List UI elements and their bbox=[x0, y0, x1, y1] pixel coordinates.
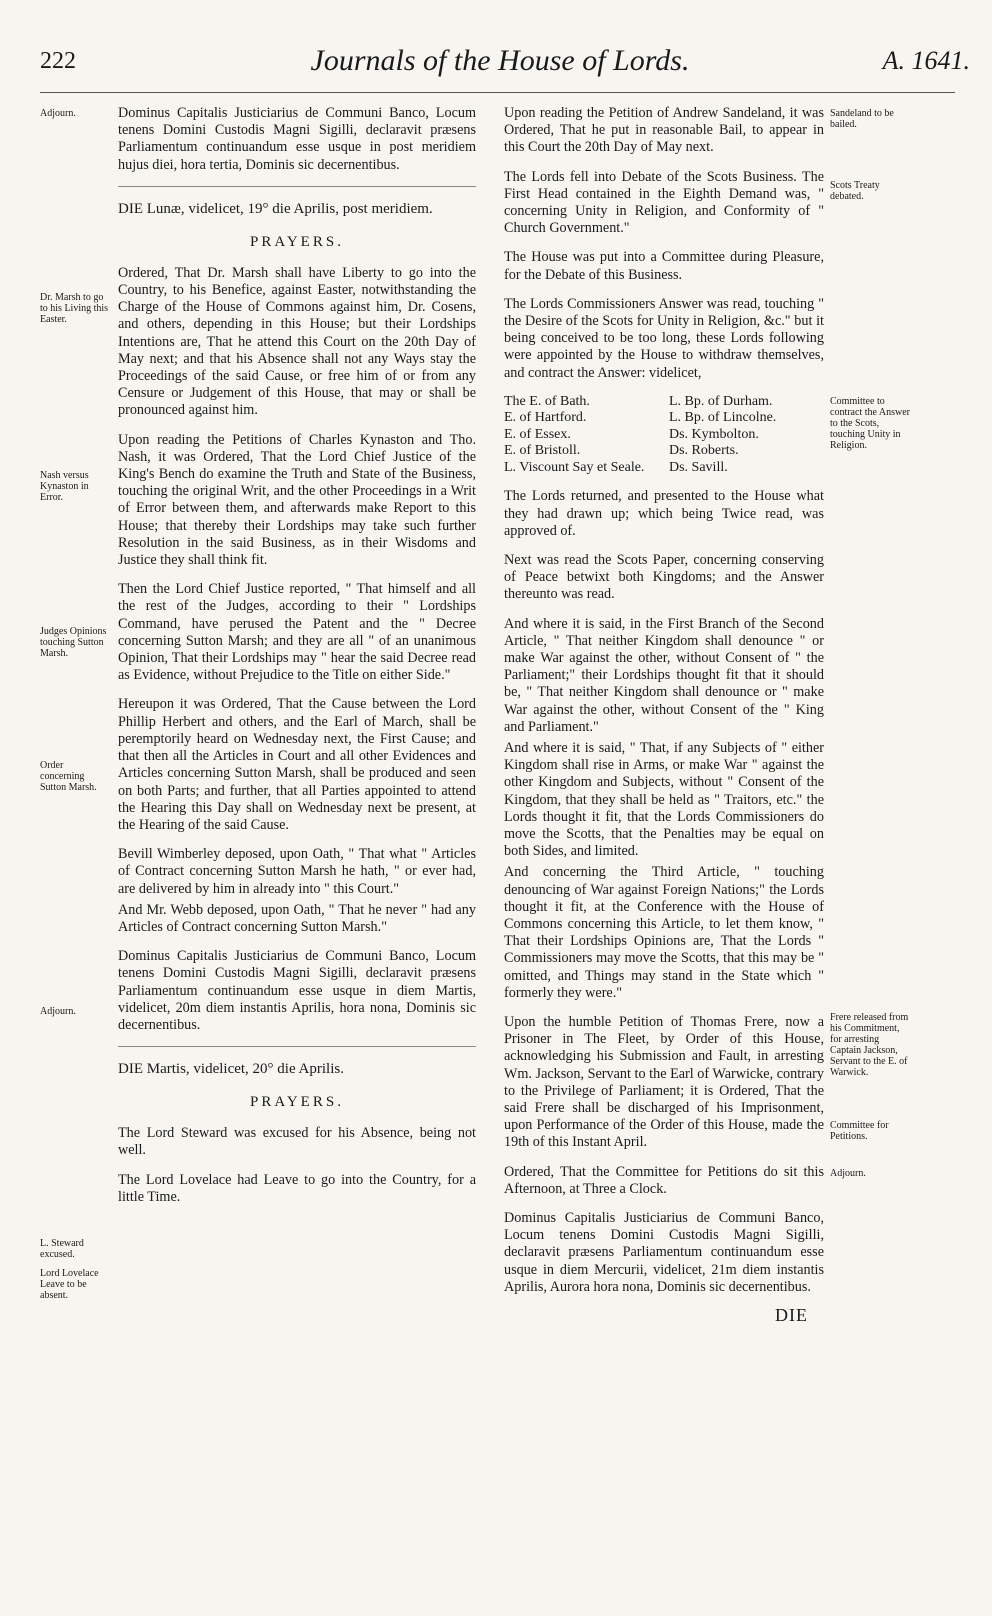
lord-name: L. Bp. of Durham. bbox=[669, 393, 773, 409]
prayers-heading: PRAYERS. bbox=[250, 1094, 344, 1111]
day-heading: DIE Lunæ, videlicet, 19° die Aprilis, post meridiem. bbox=[118, 200, 433, 217]
committee-lords-list bbox=[504, 394, 824, 477]
paragraph: The Lords fell into Debate of the Scots Business. The First Head contained in the Eighth Demand was, " concerning Unity in Religion, and Conformity of " Church Government." bbox=[504, 168, 824, 237]
paragraph: And concerning the Third Article, " touching denouncing of War against Foreign Nations;" the Lords thought it fit, at the Conference with the House of Commons concerning this Article, to let them know, " That their Lordships Opinions are, That the Lords " Commissioners may move the Scotts, that this may be " omitted, and Things may stand in the State which " formerly they were." bbox=[504, 864, 824, 1001]
lord-name: Ds. Kymbolton. bbox=[669, 426, 759, 442]
paragraph: Ordered, That Dr. Marsh shall have Liberty to go into the Country, to his Benefice, against Easter, notwithstanding the Charge of the House of Commons against him, Dr. Cosens, and others, depending in this House; but their Lordships Intentions are, That he attend this Court on the 20th Day of May next; and that his Absence shall not any Ways stay the Proceedings of the said Cause, or free him of or from any Censure or Judgement of this House, that may or shall be pronounced against him. bbox=[118, 264, 476, 419]
lord-name: L. Viscount Say et Seale. bbox=[504, 459, 645, 475]
margin-note: Sandeland to be bailed. bbox=[830, 108, 894, 130]
paragraph: The Lord Lovelace had Leave to go into the Country, for a little Time. bbox=[118, 1171, 476, 1205]
margin-note: Frere released from his Commitment, for arresting Captain Jackson, Servant to the E. of Warwick. bbox=[830, 1012, 909, 1078]
separator bbox=[118, 1046, 476, 1047]
margin-note: Judges Opinions touching Sutton Marsh. bbox=[40, 626, 107, 659]
margin-note: Nash versus Kynaston in Error. bbox=[40, 470, 89, 503]
paragraph: Hereupon it was Ordered, That the Cause between the Lord Phillip Herbert and others, and the Earl of March, shall be peremptorily heard on Wednesday next, the First Cause; and that then all the Articles in Court and all other Evidences and Articles concerning Sutton Marsh, shall be produced and seen on both Parts; and further, that all Parties appointed to attend the Hearing this Day shall on Wednesday next be present, at the Hearing of the said Cause. bbox=[118, 696, 476, 833]
margin-note: Scots Treaty debated. bbox=[830, 180, 880, 202]
margin-note: L. Steward excused. bbox=[40, 1238, 84, 1260]
right-column bbox=[504, 105, 824, 1308]
left-column bbox=[118, 105, 476, 1218]
lords-column-b bbox=[669, 394, 824, 477]
year-heading: A. 1641. bbox=[882, 46, 970, 75]
page-number: 222 bbox=[40, 48, 76, 74]
margin-note: Adjourn. bbox=[40, 108, 76, 119]
day-heading: DIE Martis, videlicet, 20° die Aprilis. bbox=[118, 1061, 344, 1078]
paragraph: The Lords returned, and presented to the House what they had drawn up; which being Twice read, was approved of. bbox=[504, 488, 824, 539]
margin-note: Adjourn. bbox=[830, 1168, 866, 1179]
paragraph: And where it is said, in the First Branch of the Second Article, " That neither Kingdom shall denounce " or make War against the other, without Consent of " the Parliament;" their Lordships thought fit that it should be, " That neither Kingdom shall denounce or " make War against the other, without Consent of the " King and Parliament." bbox=[504, 615, 824, 735]
lord-name: E. of Hartford. bbox=[504, 410, 587, 426]
header-rule bbox=[40, 92, 955, 93]
margin-note: Lord Lovelace Leave to be absent. bbox=[40, 1268, 99, 1301]
paragraph: Dominus Capitalis Justiciarius de Communi Banco, Locum tenens Domini Custodis Magni Sigilli, declaravit præsens Parliamentum continuandum esse usque in post meridiem hujus diei, hora tertia, Dominis sic decernentibus. bbox=[118, 105, 476, 173]
paragraph: Next was read the Scots Paper, concerning conserving of Peace betwixt both Kingdoms; and the Answer thereunto was read. bbox=[504, 551, 824, 603]
paragraph: The Lords Commissioners Answer was read, touching " the Desire of the Scots for Unity in Religion, &c." but it being conceived to be too long, these Lords following were appointed by the House to withdraw themselves, and contract the Answer: videlicet, bbox=[504, 295, 824, 381]
paragraph: Dominus Capitalis Justiciarius de Communi Banco, Locum tenens Domini Custodis Magni Sigilli, declaravit præsens Parliamentum continuandum esse usque in diem Mercurii, videlicet, 21m diem instantis Aprilis, Aurora hora nona, Dominis sic decernentibus. bbox=[504, 1210, 824, 1295]
paragraph: Dominus Capitalis Justiciarius de Communi Banco, Locum tenens Domini Custodis Magni Sigilli, declaravit præsens Parliamentum continuandum esse usque in diem Martis, videlicet, 20m diem instantis Aprilis, hora nona, Dominis sic decernentibus. bbox=[118, 948, 476, 1033]
catchword: DIE bbox=[775, 1305, 808, 1325]
lord-name: Ds. Savill. bbox=[669, 459, 728, 475]
lord-name: E. of Bristoll. bbox=[504, 443, 581, 459]
paragraph: Bevill Wimberley deposed, upon Oath, " That what " Articles of Contract concerning Sutton Marsh he hath, " or ever had, are delivered by him in already into " this Court." bbox=[118, 846, 476, 897]
paragraph: Then the Lord Chief Justice reported, " That himself and all the rest of the Judges, according to their " Lordships Command, have perused the Patent and the " Decree concerning Sutton Marsh; and they are all " of an unanimous Opinion, That their Lordships may " hear the said Decree read as Evidence, without Prejudice to the Title on either Side." bbox=[118, 581, 476, 684]
lord-name: L. Bp. of Lincolne. bbox=[669, 410, 777, 426]
page-header bbox=[30, 42, 970, 82]
paragraph: Ordered, That the Committee for Petitions do sit this Afternoon, at Three a Clock. bbox=[504, 1163, 824, 1197]
paragraph: And where it is said, " That, if any Subjects of " either Kingdom shall rise in Arms, or make War " against the other Kingdom and Subjects, without " Consent of the Kingdom, that they shall be held as " Traitors, etc." the Lords thought it fit, that the Lords Commissioners do move the Scotts, that the Penalties may be equal on both Sides, and limited. bbox=[504, 739, 824, 860]
margin-note: Dr. Marsh to go to his Living this Easter. bbox=[40, 292, 109, 325]
journal-title: Journals of the House of Lords. bbox=[310, 44, 690, 77]
paragraph: Upon reading the Petitions of Charles Kynaston and Tho. Nash, it was Ordered, That the Lord Chief Justice of the King's Bench do examine the Truth and State of the Business, touching the original Writ, and the other Proceedings in a Writ of Error between them, and afterwards make Report to this House; that thereby their Lordships may take such further Resolution in the said Business, as in their Wisdoms and Justice they shall think fit. bbox=[118, 431, 476, 569]
margin-note: Order concerning Sutton Marsh. bbox=[40, 760, 97, 793]
lord-name: E. of Essex. bbox=[504, 426, 571, 442]
paragraph: The Lord Steward was excused for his Absence, being not well. bbox=[118, 1125, 476, 1159]
paragraph: And Mr. Webb deposed, upon Oath, " That he never " had any Articles of Contract concerning Sutton Marsh." bbox=[118, 901, 476, 935]
lord-name: The E. of Bath. bbox=[504, 393, 590, 409]
lords-column-a bbox=[504, 394, 659, 477]
paragraph: The House was put into a Committee during Pleasure, for the Debate of this Business. bbox=[504, 249, 824, 283]
prayers-heading: PRAYERS. bbox=[250, 233, 344, 250]
margin-note: Adjourn. bbox=[40, 1006, 76, 1017]
paragraph: Upon the humble Petition of Thomas Frere, now a Prisoner in The Fleet, by Order of this House, acknowledging his Submission and Fault, in arresting Wm. Jackson, Servant to the Earl of Warwicke, contrary to the Privilege of Parliament; it is Ordered, That the said Frere shall be discharged of his Imprisonment, upon Performance of the Order of this House, made the 19th of this Instant April. bbox=[504, 1014, 824, 1151]
lord-name: Ds. Roberts. bbox=[669, 443, 739, 459]
paragraph: Upon reading the Petition of Andrew Sandeland, it was Ordered, That he put in reasonable Bail, to appear in this Court the 20th Day of May next. bbox=[504, 105, 824, 156]
separator bbox=[118, 186, 476, 187]
margin-note: Committee to contract the Answer to the Scots, touching Unity in Religion. bbox=[830, 396, 910, 451]
margin-note: Committee for Petitions. bbox=[830, 1120, 889, 1142]
